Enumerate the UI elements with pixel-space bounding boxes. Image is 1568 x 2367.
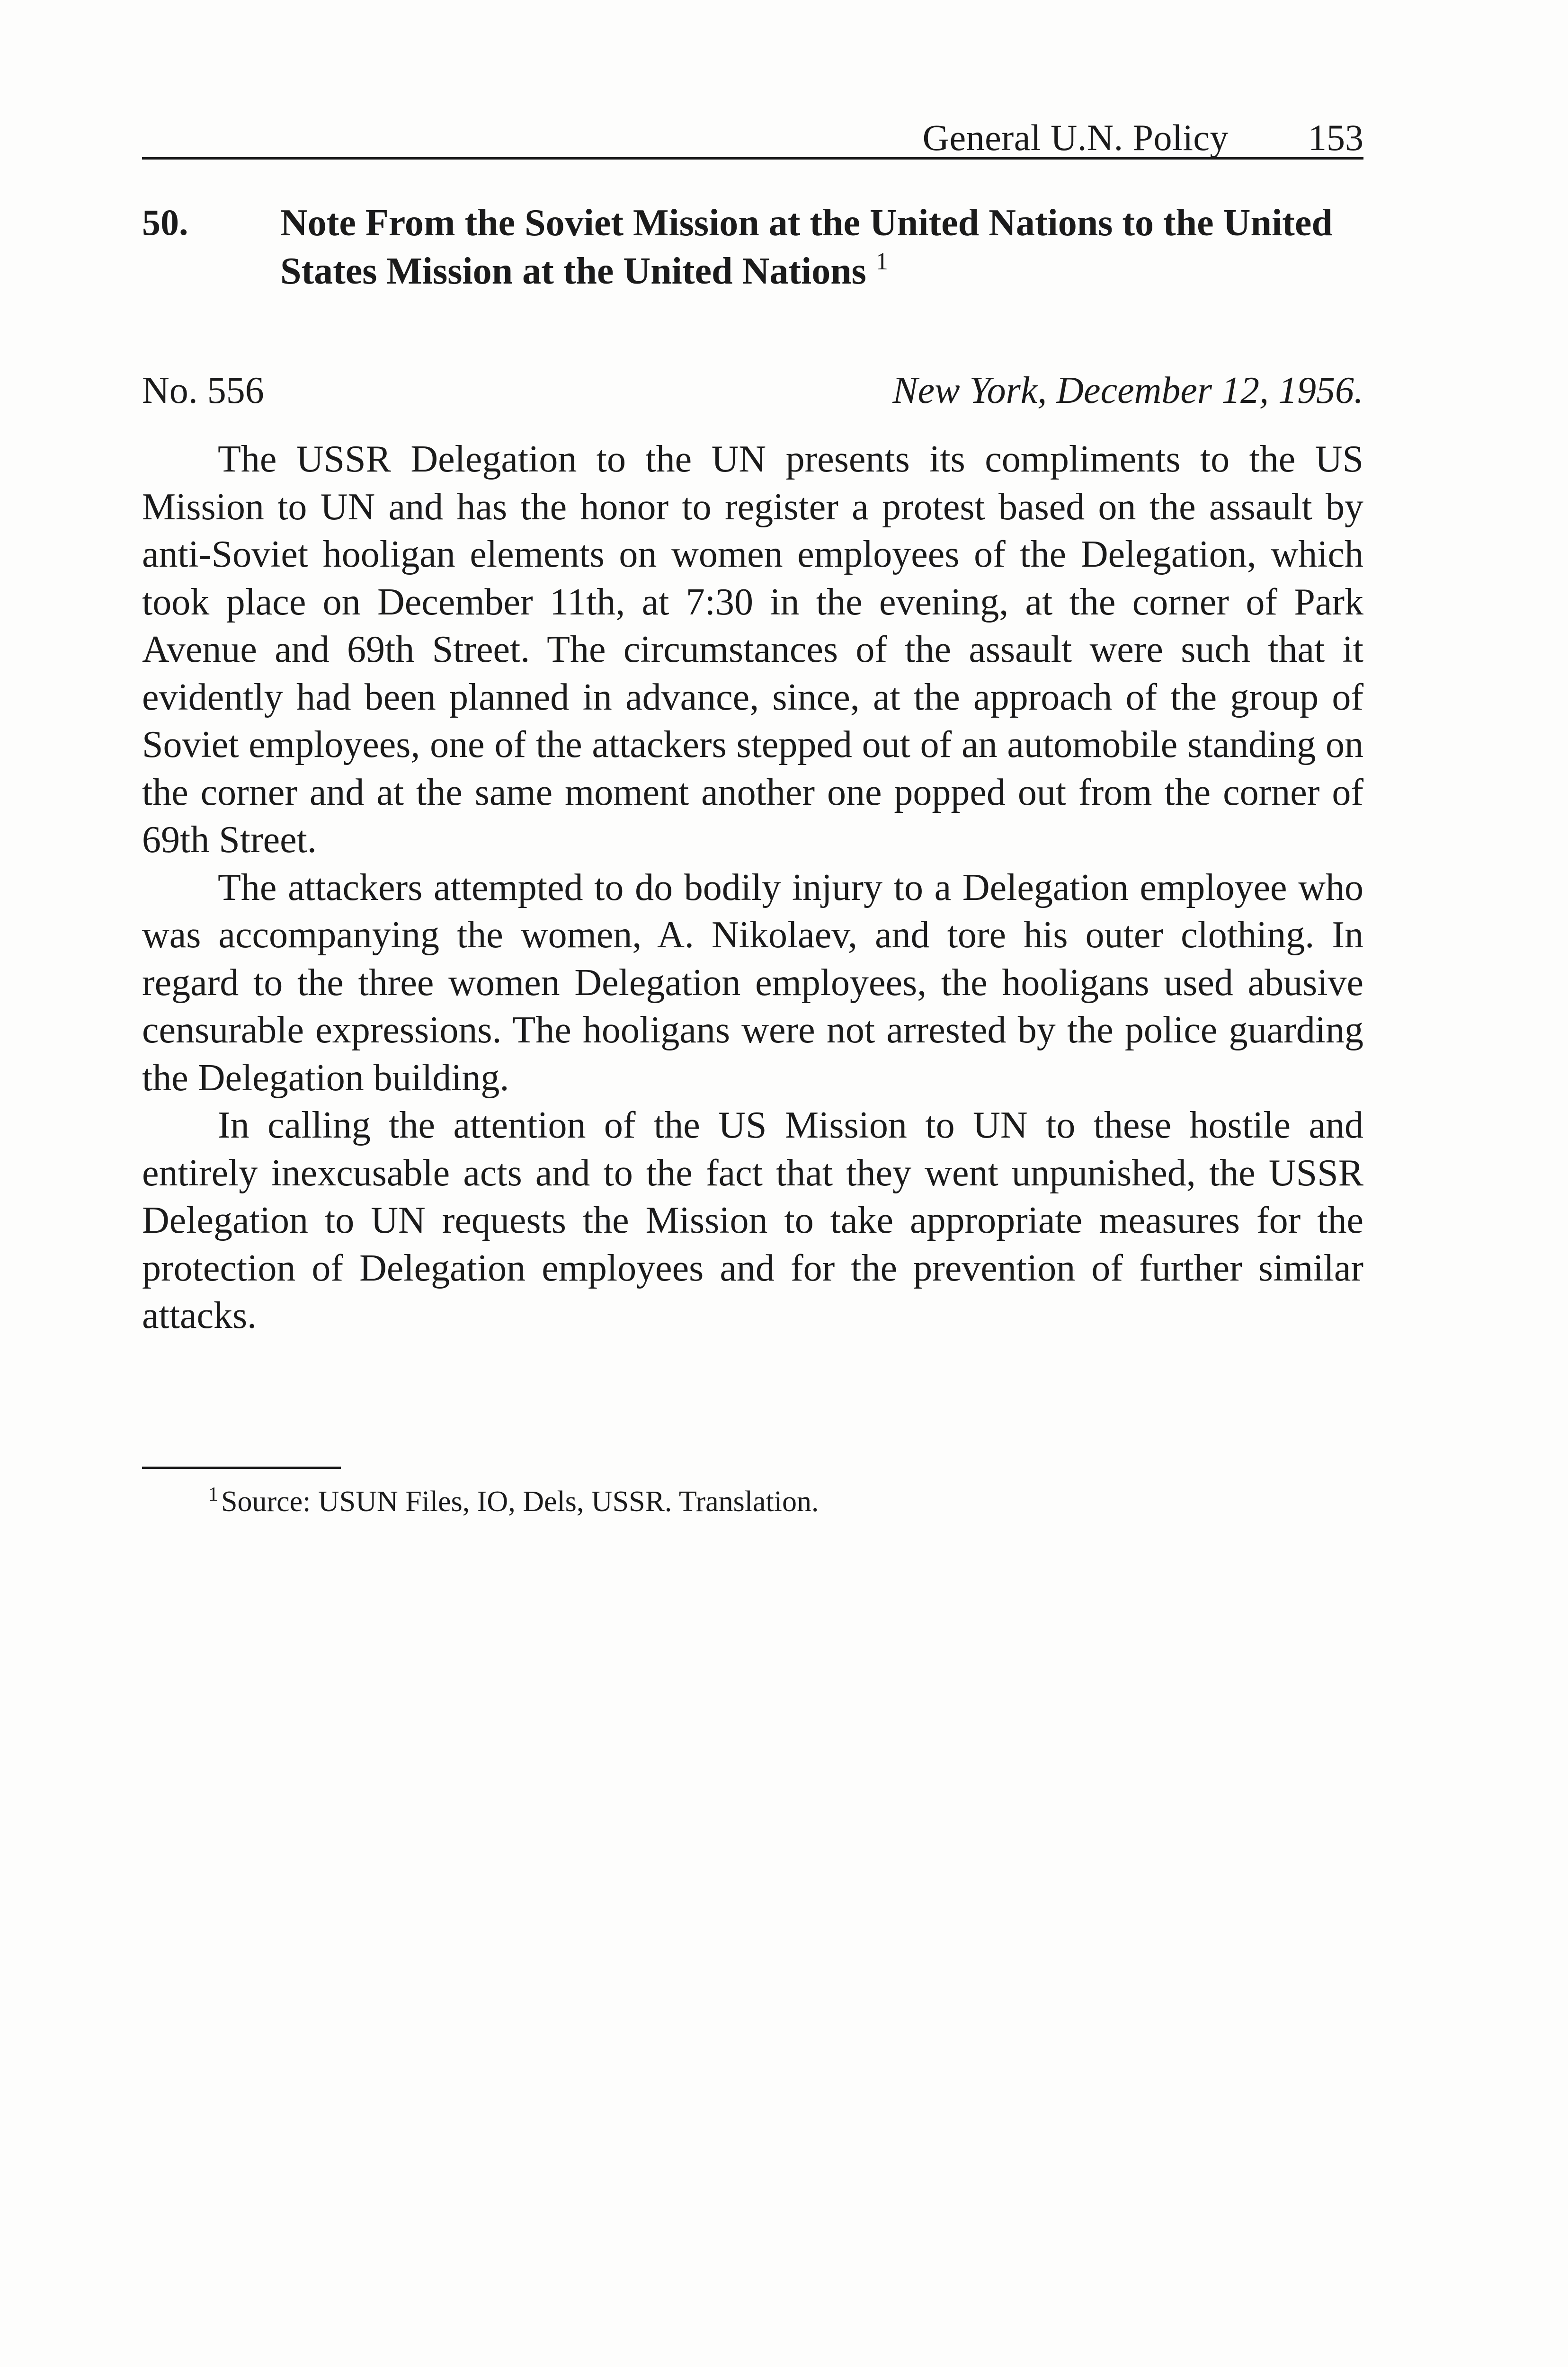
document-serial: No. 556 [142,370,264,411]
paragraph: The USSR Delegation to the UN presents its compliments to the US Mission to UN and has the honor to register a protest based on the assault by anti-Soviet hooligan elements on women employees of the Delegation, which took place on December 11th, at 7:30 in the evening, at the corner of Park Avenue and 69th Street. The circumstances of the assault were such that it evidently had been planned in advance, since, at the approach of the group of Soviet employees, one of the attackers stepped out of an automobile standing on the corner and at the same moment another one popped out from the corner of 69th Street. [142,438,1363,861]
dateline: New York, December 12, 1956. [892,370,1363,411]
footnote-divider [142,1467,341,1469]
document-title-text: Note From the Soviet Mission at the United Nations to the United States Mission at the United Nations [280,202,1333,292]
section-title: General U.N. Policy [922,117,1229,158]
footnote-text: Source: USUN Files, IO, Dels, USSR. Translation. [221,1486,819,1518]
document-title [280,199,1345,295]
paragraph: In calling the attention of the US Mission to UN to these hostile and entirely inexcusable acts and to the fact that they went unpunished, the USSR Delegation to UN requests the Mission to take appropriate measures for the protection of Delegation employees and for the prevention of further similar attacks. [142,1104,1363,1336]
running-header [142,110,1363,160]
document-number: 50. [142,202,188,243]
title-footnote-ref[interactable]: 1 [875,248,888,275]
footnote-marker: 1 [208,1484,218,1505]
footnote [208,1483,819,1521]
body-text [142,436,1363,1340]
page-number: 153 [1308,117,1363,158]
reference-line [142,369,1363,417]
paragraph: The attackers attempted to do bodily injury to a Delegation employee who was accompanying the women, A. Nikolaev, and tore his outer clothing. In regard to the three women Delegation employees, the hooligans used abusive censurable expressions. The hooligans were not arrested by the police guarding the Delegation building. [142,866,1363,1099]
